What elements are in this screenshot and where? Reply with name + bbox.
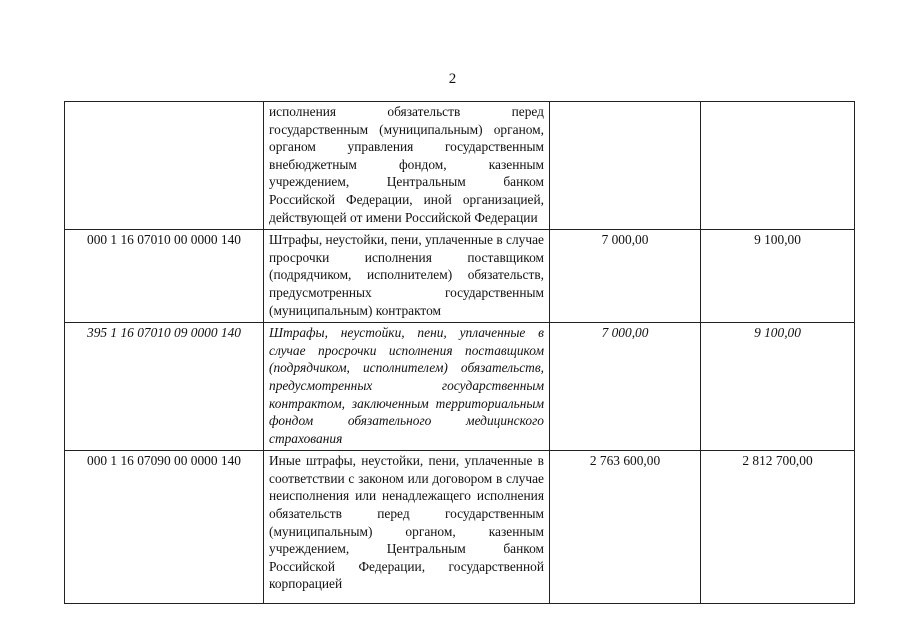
page-number: 2 xyxy=(448,71,457,87)
amount-cell-1 xyxy=(550,102,701,230)
description-cell: Штрафы, неустойки, пени, уплаченные в случае просрочки исполнения поставщиком (подрядчиком, исполнителем) обязательств, предусмотренных государственным (муниципальным) контрактом xyxy=(264,230,550,323)
table-row xyxy=(65,102,855,230)
amount-cell-2: 9 100,00 xyxy=(701,323,855,451)
amount-cell-2 xyxy=(701,102,855,230)
description-cell: исполнения обязательств перед государственным (муниципальным) органом, органом управления государственным внебюджетным фондом, казенным учреждением, Центральным банком Российской Федерации, иной организацией, действующей от имени Российской Федерации xyxy=(264,102,550,230)
table-row xyxy=(65,230,855,323)
table-row xyxy=(65,323,855,451)
budget-table xyxy=(64,101,855,604)
amount-cell-1: 2 763 600,00 xyxy=(550,451,701,604)
budget-code-cell: 000 1 16 07090 00 0000 140 xyxy=(65,451,264,604)
amount-cell-1: 7 000,00 xyxy=(550,230,701,323)
budget-code-cell: 395 1 16 07010 09 0000 140 xyxy=(65,323,264,451)
amount-cell-2: 9 100,00 xyxy=(701,230,855,323)
budget-code-cell: 000 1 16 07010 00 0000 140 xyxy=(65,230,264,323)
description-cell: Штрафы, неустойки, пени, уплаченные в случае просрочки исполнения поставщиком (подрядчиком, исполнителем) обязательств, предусмотренных государственным контрактом, заключенным территориальным фондом обязательного медицинского страхования xyxy=(264,323,550,451)
budget-code-cell xyxy=(65,102,264,230)
description-cell: Иные штрафы, неустойки, пени, уплаченные в соответствии с законом или договором в случае неисполнения или ненадлежащего исполнения обязательств перед государственным (муниципальным) органом, казенным учреждением, Центральным банком Российской Федерации, государственной корпорацией xyxy=(264,451,550,604)
table-row xyxy=(65,451,855,604)
amount-cell-1: 7 000,00 xyxy=(550,323,701,451)
amount-cell-2: 2 812 700,00 xyxy=(701,451,855,604)
